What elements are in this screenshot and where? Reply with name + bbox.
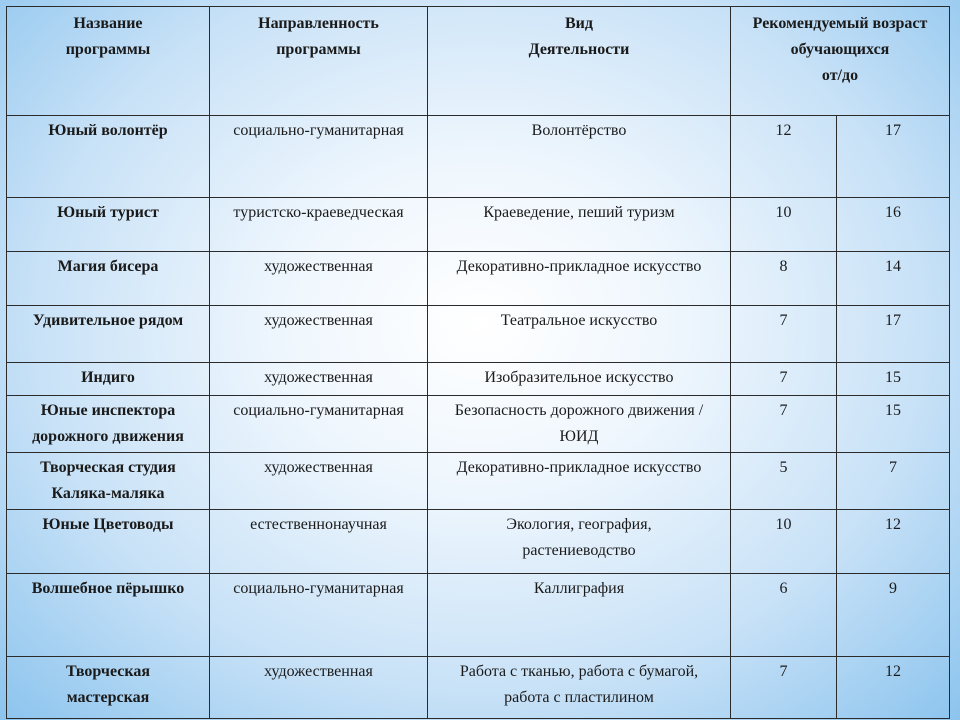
programs-table <box>6 6 950 719</box>
age-to-cell: 17 <box>837 116 950 198</box>
program-direction-cell: социально-гуманитарная <box>210 116 428 198</box>
program-direction-cell: художественная <box>210 306 428 363</box>
program-name-cell: Творческая студия Каляка-маляка <box>7 453 210 510</box>
program-name-cell: Индиго <box>7 363 210 396</box>
age-to-cell: 16 <box>837 198 950 252</box>
program-name-cell: Юные Цветоводы <box>7 510 210 574</box>
age-to-cell: 12 <box>837 510 950 574</box>
header-activity: Вид Деятельности <box>428 7 731 116</box>
program-direction-cell: социально-гуманитарная <box>210 396 428 453</box>
age-from-cell: 8 <box>731 252 837 306</box>
activity-type-cell: Каллиграфия <box>428 574 731 657</box>
age-to-cell: 9 <box>837 574 950 657</box>
age-from-cell: 6 <box>731 574 837 657</box>
age-from-cell: 12 <box>731 116 837 198</box>
activity-type-cell: Изобразительное искусство <box>428 363 731 396</box>
age-from-cell: 7 <box>731 306 837 363</box>
program-direction-cell: социально-гуманитарная <box>210 574 428 657</box>
program-name-cell: Магия бисера <box>7 252 210 306</box>
program-direction-cell: естественнонаучная <box>210 510 428 574</box>
header-direction: Направленность программы <box>210 7 428 116</box>
activity-type-cell: Работа с тканью, работа с бумагой, работа с пластилином <box>428 657 731 719</box>
program-name-cell: Удивительное рядом <box>7 306 210 363</box>
age-to-cell: 7 <box>837 453 950 510</box>
program-name-cell: Юные инспектора дорожного движения <box>7 396 210 453</box>
table-body <box>7 116 950 719</box>
table-row <box>7 574 950 657</box>
program-direction-cell: туристско-краеведческая <box>210 198 428 252</box>
age-from-cell: 7 <box>731 363 837 396</box>
table-row <box>7 252 950 306</box>
header-name: Название программы <box>7 7 210 116</box>
table-row <box>7 198 950 252</box>
program-direction-cell: художественная <box>210 252 428 306</box>
age-from-cell: 10 <box>731 198 837 252</box>
age-to-cell: 14 <box>837 252 950 306</box>
program-direction-cell: художественная <box>210 657 428 719</box>
program-direction-cell: художественная <box>210 363 428 396</box>
age-to-cell: 12 <box>837 657 950 719</box>
age-to-cell: 15 <box>837 396 950 453</box>
table-row <box>7 510 950 574</box>
table-row <box>7 657 950 719</box>
activity-type-cell: Волонтёрство <box>428 116 731 198</box>
table-row <box>7 306 950 363</box>
age-to-cell: 17 <box>837 306 950 363</box>
header-age: Рекомендуемый возраст обучающихся от/до <box>731 7 950 116</box>
activity-type-cell: Краеведение, пеший туризм <box>428 198 731 252</box>
age-from-cell: 7 <box>731 657 837 719</box>
table-row <box>7 363 950 396</box>
slide <box>6 6 949 714</box>
activity-type-cell: Театральное искусство <box>428 306 731 363</box>
age-to-cell: 15 <box>837 363 950 396</box>
activity-type-cell: Безопасность дорожного движения / ЮИД <box>428 396 731 453</box>
activity-type-cell: Декоративно-прикладное искусство <box>428 453 731 510</box>
table-row <box>7 453 950 510</box>
age-from-cell: 7 <box>731 396 837 453</box>
table-row <box>7 396 950 453</box>
program-name-cell: Творческая мастерская <box>7 657 210 719</box>
program-name-cell: Волшебное пёрышко <box>7 574 210 657</box>
activity-type-cell: Экология, география, растениеводство <box>428 510 731 574</box>
age-from-cell: 5 <box>731 453 837 510</box>
program-direction-cell: художественная <box>210 453 428 510</box>
program-name-cell: Юный турист <box>7 198 210 252</box>
header-row <box>7 7 950 116</box>
table-row <box>7 116 950 198</box>
activity-type-cell: Декоративно-прикладное искусство <box>428 252 731 306</box>
program-name-cell: Юный волонтёр <box>7 116 210 198</box>
age-from-cell: 10 <box>731 510 837 574</box>
